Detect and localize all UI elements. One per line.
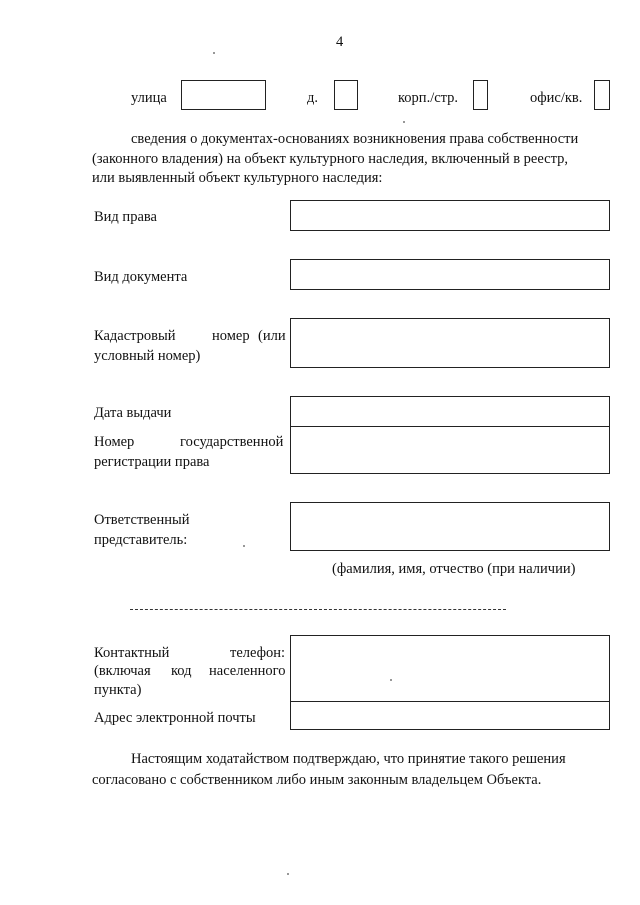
building-label: корп./стр. bbox=[398, 90, 459, 106]
page-number: 4 bbox=[336, 34, 344, 50]
phone-label-word-5: населенного bbox=[209, 663, 286, 679]
registration-label-word-2: государственной bbox=[180, 434, 284, 450]
street-label: улица bbox=[131, 90, 167, 106]
scan-dot bbox=[403, 121, 405, 123]
scan-dot bbox=[287, 873, 289, 875]
issue-date-label: Дата выдачи bbox=[94, 405, 172, 421]
registration-label-word-1: Номер bbox=[94, 434, 135, 450]
representative-label-line-1: Ответственный bbox=[94, 512, 190, 528]
house-input[interactable] bbox=[334, 80, 358, 110]
representative-caption: (фамилия, имя, отчество (при наличии) bbox=[332, 561, 576, 577]
phone-input[interactable] bbox=[290, 635, 610, 702]
intro-line-2: (законного владения) на объект культурного наследия, включенный в реестр, bbox=[92, 151, 568, 167]
cadastral-number-input[interactable] bbox=[290, 318, 610, 368]
right-type-label: Вид права bbox=[94, 209, 157, 225]
cadastral-label-word-2: номер bbox=[212, 328, 250, 344]
building-input[interactable] bbox=[473, 80, 488, 110]
intro-line-1: сведения о документах-основаниях возникновения права собственности bbox=[131, 131, 579, 147]
right-type-input[interactable] bbox=[290, 200, 610, 231]
intro-line-3: или выявленный объект культурного наследия: bbox=[92, 170, 383, 186]
cadastral-label-word-3: (или bbox=[258, 328, 286, 344]
registration-label-line-2: регистрации права bbox=[94, 454, 210, 470]
representative-label-line-2: представитель: bbox=[94, 532, 188, 548]
issue-date-input[interactable] bbox=[290, 396, 610, 427]
house-label: д. bbox=[307, 90, 319, 106]
scan-dot bbox=[390, 679, 392, 681]
dashed-separator bbox=[130, 609, 506, 610]
street-input[interactable] bbox=[181, 80, 266, 110]
phone-label-line-3: пункта) bbox=[94, 682, 142, 698]
office-label: офис/кв. bbox=[530, 90, 583, 106]
office-input[interactable] bbox=[594, 80, 610, 110]
scan-dot bbox=[243, 545, 245, 547]
phone-label-word-3: (включая bbox=[94, 663, 151, 679]
cadastral-label-word-1: Кадастровый bbox=[94, 328, 176, 344]
email-label: Адрес электронной почты bbox=[94, 710, 256, 726]
confirmation-line-1: Настоящим ходатайством подтверждаю, что принятие такого решения bbox=[131, 751, 566, 767]
phone-label-word-2: телефон: bbox=[230, 645, 286, 661]
registration-number-input[interactable] bbox=[290, 426, 610, 474]
phone-label-word-1: Контактный bbox=[94, 645, 170, 661]
document-type-label: Вид документа bbox=[94, 269, 188, 285]
cadastral-label-line-2: условный номер) bbox=[94, 348, 201, 364]
email-input[interactable] bbox=[290, 701, 610, 730]
phone-label-word-4: код bbox=[171, 663, 192, 679]
scan-dot bbox=[213, 52, 215, 54]
representative-input[interactable] bbox=[290, 502, 610, 551]
document-type-input[interactable] bbox=[290, 259, 610, 290]
confirmation-line-2: согласовано с собственником либо иным законным владельцем Объекта. bbox=[92, 772, 542, 788]
